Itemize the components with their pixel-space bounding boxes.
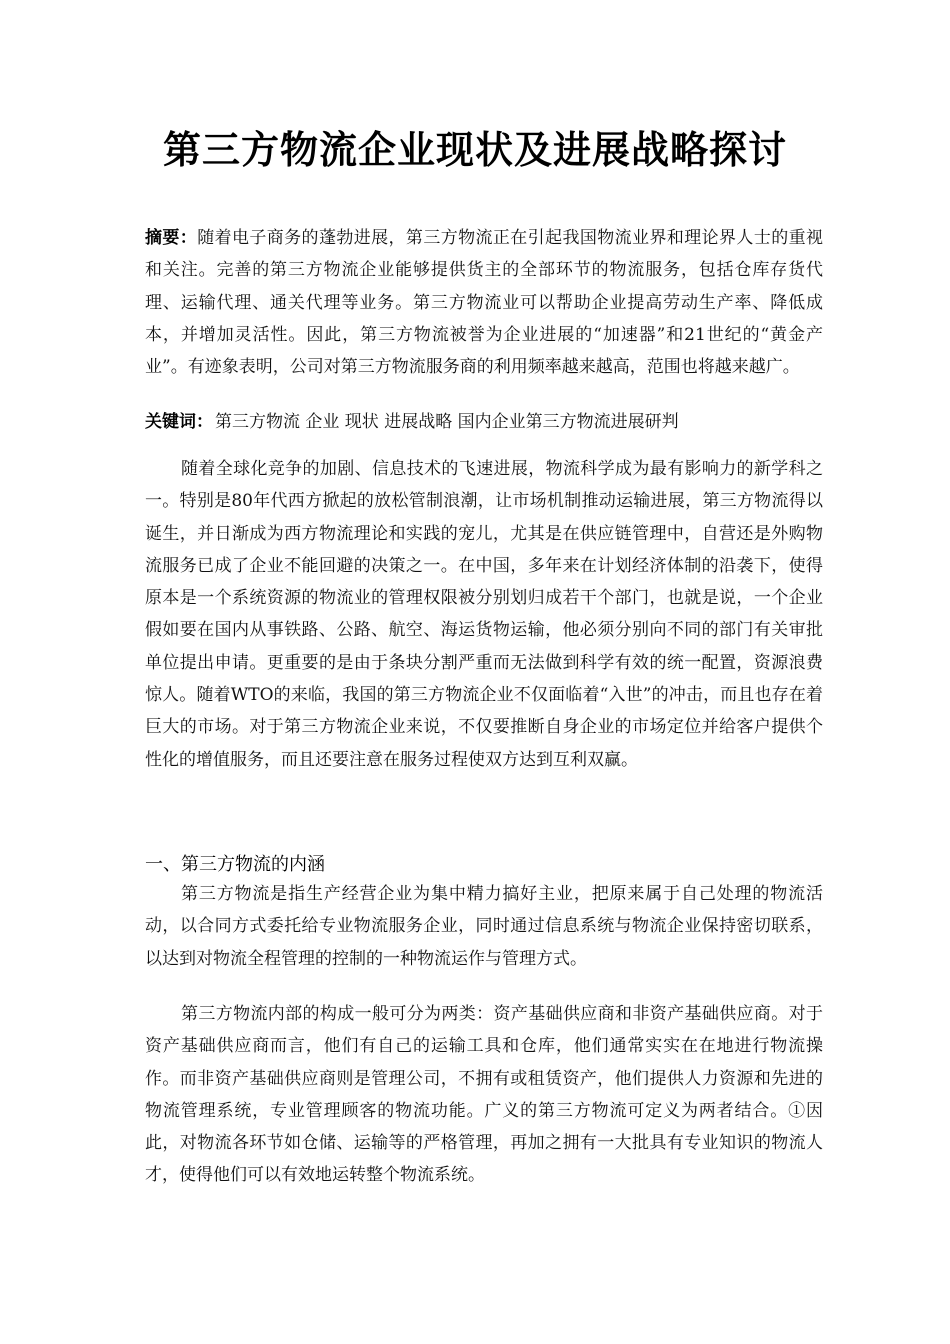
keywords-line <box>145 406 823 438</box>
intro-paragraph: 随着全球化竞争的加剧、信息技术的飞速进展，物流科学成为最有影响力的新学科之一。特别是80年代西方掀起的放松管制浪潮，让市场机制推动运输进展，第三方物流得以诞生，并日渐成为西方物流理论和实践的宠儿，尤其是在供应链管理中，自营还是外购物流服务已成了企业不能回避的决策之一。在中国，多年来在计划经济体制的沿袭下，使得原本是一个系统资源的物流业的管理权限被分别划归成若干个部门，也就是说，一个企业假如要在国内从事铁路、公路、航空、海运货物运输，他必须分别向不同的部门有关审批单位提出申请。更重要的是由于条块分割严重而无法做到科学有效的统一配置，资源浪费惊人。随着WTO的来临，我国的第三方物流企业不仅面临着“入世”的冲击，而且也存在着巨大的市场。对于第三方物流企业来说，不仅要推断自身企业的市场定位并给客户提供个性化的增值服务，而且还要注意在服务过程使双方达到互利双赢。 <box>145 459 823 770</box>
abstract-label: 摘要： <box>145 228 198 248</box>
abstract-paragraph <box>145 222 823 383</box>
abstract-text: 随着电子商务的蓬勃进展，第三方物流正在引起我国物流业界和理论界人士的重视和关注。完善的第三方物流企业能够提供货主的全部环节的物流服务，包括仓库存货代理、运输代理、通关代理等业务。第三方物流业可以帮助企业提高劳动生产率、降低成本，并增加灵活性。因此，第三方物流被誉为企业进展的“加速器”和21世纪的“黄金产业”。有迹象表明，公司对第三方物流服务商的利用频率越来越高，范围也将越来越广。 <box>145 228 824 378</box>
keywords-text: 第三方物流 企业 现状 进展战略 国内企业第三方物流进展研判 <box>215 412 679 432</box>
section-paragraph: 第三方物流是指生产经营企业为集中精力搞好主业，把原来属于自己处理的物流活动，以合同方式委托给专业物流服务企业，同时通过信息系统与物流企业保持密切联系，以达到对物流全程管理的控制的一种物流运作与管理方式。 <box>145 884 823 969</box>
section-paragraph: 第三方物流内部的构成一般可分为两类：资产基础供应商和非资产基础供应商。对于资产基础供应商而言，他们有自己的运输工具和仓库，他们通常实实在在地进行物流操作。而非资产基础供应商则是管理公司，不拥有或租赁资产，他们提供人力资源和先进的物流管理系统，专业管理顾客的物流功能。广义的第三方物流可定义为两者结合。①因此，对物流各环节如仓储、运输等的严格管理，再加之拥有一大批具有专业知识的物流人才，使得他们可以有效地运转整个物流系统。 <box>145 1004 823 1186</box>
document-title: 第三方物流企业现状及进展战略探讨 <box>162 128 787 172</box>
section-heading: 一、第三方物流的内涵 <box>145 854 325 875</box>
keywords-label: 关键词： <box>145 412 213 432</box>
